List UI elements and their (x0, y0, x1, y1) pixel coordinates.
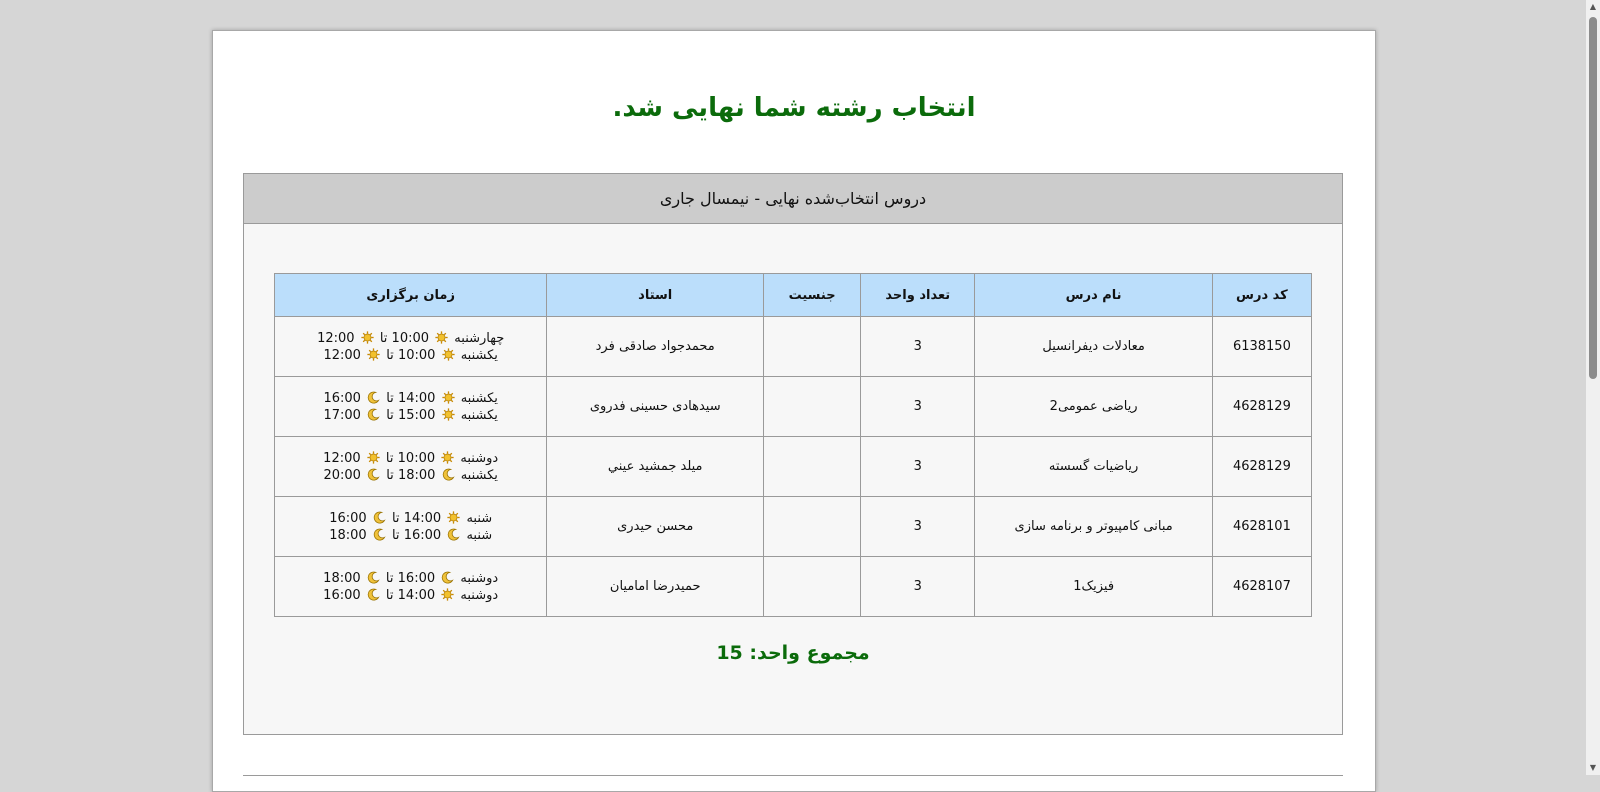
header-professor: استاد (547, 274, 764, 317)
course-professor-cell: سیدهادی حسینی فدروی (547, 377, 764, 437)
panel-title: دروس انتخاب‌شده نهایی - نیمسال جاری (244, 174, 1342, 224)
page-title: انتخاب رشته شما نهایی شد. (612, 93, 976, 123)
course-code-cell: 4628107 (1212, 557, 1311, 617)
time-day: چهارشنبه (454, 330, 505, 346)
table-row (275, 437, 1312, 497)
table-row (275, 317, 1312, 377)
time-start: 16:00 (403, 527, 442, 543)
course-gender-cell (764, 497, 861, 557)
moon-icon (367, 588, 380, 601)
time-slot (276, 570, 545, 587)
courses-table (274, 273, 1312, 617)
course-name-cell: ریاضی عمومی2 (975, 377, 1212, 437)
time-slot (276, 330, 545, 347)
time-slot (276, 587, 545, 604)
time-end: 16:00 (323, 587, 361, 603)
selected-courses-panel (243, 173, 1343, 735)
time-day: دوشنبه (460, 587, 499, 603)
time-end: 18:00 (329, 527, 367, 543)
moon-icon (367, 408, 380, 421)
table-row (275, 377, 1312, 437)
time-end: 12:00 (317, 330, 355, 346)
header-name: نام درس (975, 274, 1212, 317)
time-start: 15:00 (397, 407, 436, 423)
course-name-cell: مبانی کامپیوتر و برنامه سازی (975, 497, 1212, 557)
table-header-row (275, 274, 1312, 317)
table-row (275, 557, 1312, 617)
time-slot (276, 527, 545, 544)
course-professor-cell: محسن حیدری (547, 497, 764, 557)
time-slot (276, 407, 545, 424)
course-professor-cell: میلد جمشید عيني (547, 437, 764, 497)
time-separator: تا (385, 450, 394, 466)
time-slot (276, 467, 545, 484)
course-code-cell: 4628101 (1212, 497, 1311, 557)
divider (243, 775, 1343, 776)
moon-icon (441, 571, 454, 584)
time-slot (276, 510, 545, 527)
header-code: کد درس (1212, 274, 1311, 317)
moon-icon (442, 468, 455, 481)
course-time-cell (275, 557, 547, 617)
time-end: 16:00 (329, 510, 367, 526)
page-container (212, 30, 1376, 792)
time-day: یکشنبه (460, 390, 498, 406)
course-code-cell: 6138150 (1212, 317, 1311, 377)
moon-icon (373, 528, 386, 541)
sun-icon (435, 331, 448, 344)
time-separator: تا (386, 347, 394, 363)
course-name-cell: فیزیک1 (975, 557, 1212, 617)
time-day: دوشنبه (460, 570, 499, 586)
moon-icon (367, 571, 380, 584)
header-gender: جنسیت (764, 274, 861, 317)
moon-icon (367, 391, 380, 404)
course-gender-cell (764, 377, 861, 437)
time-separator: تا (386, 407, 394, 423)
sun-icon (367, 451, 380, 464)
header-time: زمان برگزاری (275, 274, 547, 317)
time-start: 14:00 (397, 390, 436, 406)
header-units: تعداد واحد (861, 274, 975, 317)
sun-icon (441, 451, 454, 464)
sun-icon (361, 331, 374, 344)
course-gender-cell (764, 437, 861, 497)
time-end: 18:00 (323, 570, 361, 586)
sun-icon (367, 348, 380, 361)
time-separator: تا (379, 330, 388, 346)
time-end: 12:00 (323, 347, 361, 363)
time-day: دوشنبه (460, 450, 499, 466)
scroll-up-arrow-icon[interactable]: ▲ (1589, 2, 1597, 11)
time-slot (276, 347, 545, 364)
sun-icon (442, 408, 455, 421)
course-units-cell: 3 (861, 377, 975, 437)
course-time-cell (275, 377, 547, 437)
time-start: 10:00 (397, 347, 436, 363)
course-code-cell: 4628129 (1212, 437, 1311, 497)
time-separator: تا (391, 510, 400, 526)
course-units-cell: 3 (861, 557, 975, 617)
time-start: 14:00 (403, 510, 442, 526)
course-code-cell: 4628129 (1212, 377, 1311, 437)
time-day: شنبه (466, 510, 493, 526)
scrollbar-thumb[interactable] (1589, 17, 1597, 379)
time-separator: تا (386, 390, 394, 406)
time-day: یکشنبه (460, 347, 498, 363)
time-start: 10:00 (397, 450, 436, 466)
course-units-cell: 3 (861, 317, 975, 377)
moon-icon (373, 511, 386, 524)
scroll-down-arrow-icon[interactable]: ▼ (1589, 763, 1597, 772)
time-start: 14:00 (397, 587, 436, 603)
time-day: یکشنبه (460, 407, 498, 423)
course-gender-cell (764, 557, 861, 617)
time-separator: تا (391, 527, 400, 543)
sun-icon (441, 588, 454, 601)
time-end: 17:00 (323, 407, 361, 423)
moon-icon (367, 468, 380, 481)
sun-icon (442, 348, 455, 361)
course-units-cell: 3 (861, 497, 975, 557)
course-gender-cell (764, 317, 861, 377)
total-units: مجموع واحد: 15 (716, 642, 870, 664)
time-separator: تا (386, 467, 394, 483)
time-day: یکشنبه (460, 467, 498, 483)
time-start: 18:00 (397, 467, 436, 483)
time-end: 16:00 (323, 390, 361, 406)
time-day: شنبه (466, 527, 493, 543)
vertical-scrollbar[interactable] (1586, 0, 1600, 775)
course-units-cell: 3 (861, 437, 975, 497)
time-start: 10:00 (391, 330, 430, 346)
time-separator: تا (385, 570, 394, 586)
time-start: 16:00 (397, 570, 436, 586)
course-name-cell: معادلات دیفرانسیل (975, 317, 1212, 377)
sun-icon (447, 511, 460, 524)
time-end: 12:00 (323, 450, 361, 466)
course-name-cell: ریاضیات گسسته (975, 437, 1212, 497)
time-end: 20:00 (323, 467, 361, 483)
time-separator: تا (385, 587, 394, 603)
table-row (275, 497, 1312, 557)
moon-icon (447, 528, 460, 541)
course-professor-cell: محمدجواد صادقی فرد (547, 317, 764, 377)
course-time-cell (275, 497, 547, 557)
sun-icon (442, 391, 455, 404)
course-time-cell (275, 437, 547, 497)
time-slot (276, 450, 545, 467)
time-slot (276, 390, 545, 407)
course-professor-cell: حمیدرضا امامیان (547, 557, 764, 617)
course-time-cell (275, 317, 547, 377)
